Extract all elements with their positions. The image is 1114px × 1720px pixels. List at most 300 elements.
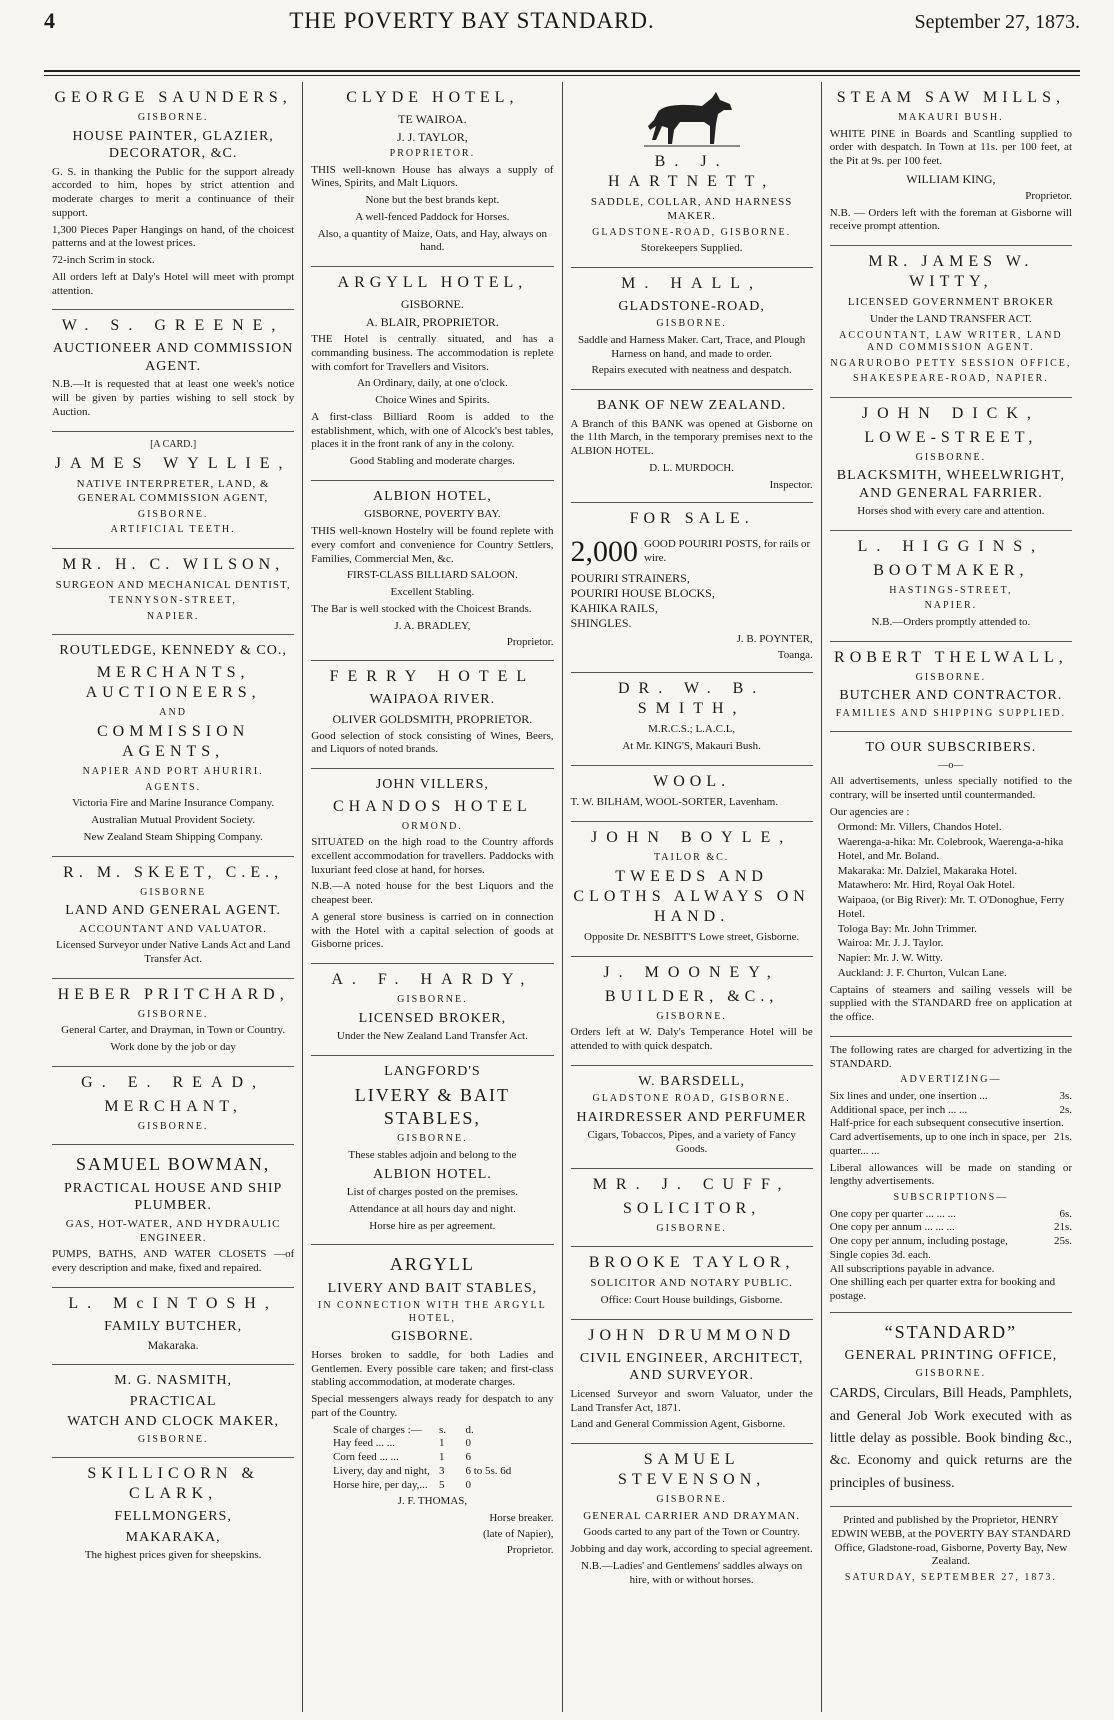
ad-body: WHITE PINE in Boards and Scantling supplied to order with despatch. In Town at 11s. per 100 feet, at the Pit at 9s. per 100 feet. [829, 127, 1072, 167]
ad-body: Office: Court House buildings, Gisborne. [600, 1294, 783, 1306]
imprint-date: SATURDAY, SEPTEMBER 27, 1873. [844, 1572, 1057, 1584]
rate-row [830, 1221, 1072, 1235]
ad-role: Inspector. [769, 478, 813, 491]
notice-body: All advertisements, unless specially notified to the contrary, will be inserted until countermanded. [829, 775, 1072, 801]
ad-trade: LIVERY & BAIT STABLES, [354, 1085, 511, 1128]
ad-place: GLADSTONE ROAD, GISBORNE. [592, 1093, 791, 1105]
rate-item: One copy per quarter ... ... ... [829, 1207, 956, 1220]
ad-place: GISBORNE. [137, 508, 209, 520]
ad-place: GISBORNE [140, 886, 207, 898]
ad-heading: G. E. READ, [81, 1073, 266, 1091]
ad-role: Proprietor. [506, 1543, 554, 1556]
agencies-label: Our agencies are : [829, 805, 910, 818]
ad-line: COMMISSION AGENTS, [97, 723, 250, 761]
ad-place: GLADSTONE-ROAD, GISBORNE. [592, 226, 792, 238]
ad-body: N.B.—Orders promptly attended to. [871, 615, 1031, 628]
ad-trade: LICENSED BROKER, [358, 1010, 507, 1026]
ad-body: FAMILIES AND SHIPPING SUPPLIED. [835, 707, 1066, 719]
charge-s: 1 [438, 1451, 445, 1463]
ad-trade: GENERAL PRINTING OFFICE, [844, 1348, 1058, 1364]
ad-heading: ARGYLL HOTEL, [337, 274, 528, 291]
ad-place: GISBORNE. [656, 1494, 727, 1505]
charges-d-header: d. [465, 1423, 474, 1436]
ad-ferry-hotel [311, 661, 553, 769]
ad-steam-saw-mills [830, 82, 1072, 246]
charge-item: Hay feed ... ... [333, 1437, 396, 1450]
ad-body: Goods carted to any part of the Town or Country. [583, 1526, 800, 1539]
ad-trade: FELLMONGERS, [114, 1509, 232, 1525]
list-item: Wairoa: Mr. J. J. Taylor. [837, 937, 944, 950]
ad-line: A well-fenced Paddock for Horses. [355, 210, 510, 223]
ad-heading: GEORGE SAUNDERS, [54, 89, 292, 106]
column-1 [44, 82, 303, 1712]
rate-row [830, 1090, 1072, 1104]
ad-trade: BOOTMAKER, [873, 561, 1029, 579]
ad-owner: J. A. BRADLEY, [394, 619, 471, 632]
ad-agent: Australian Mutual Provident Society. [91, 814, 255, 826]
ad-owner: A. BLAIR, PROPRIETOR. [365, 315, 499, 329]
ad-place: GISBORNE. [400, 297, 464, 311]
ad-body: 1,300 Pieces Paper Hangings on hand, of the choicest patterns and at the lowest prices. [52, 223, 295, 250]
ad-skillicorn [52, 1458, 294, 1574]
ad-body: N.B.—Ladies' and Gentlemens' saddles always on hire, with or without horses. [581, 1559, 803, 1586]
ad-thelwall [830, 642, 1072, 733]
ad-stevenson [571, 1444, 813, 1598]
ad-trade: LICENSED GOVERNMENT BROKER [847, 296, 1054, 308]
ad-line: Choice Wines and Spirits. [375, 394, 490, 406]
ad-heading: SAMUEL BOWMAN, [75, 1154, 271, 1175]
ad-body: All orders left at Daly's Hotel will meet with prompt attention. [52, 270, 295, 297]
rates-note: All subscriptions payable in advance. [829, 1262, 995, 1275]
ad-place: GISBORNE. [915, 451, 987, 463]
ad-owner: OLIVER GOLDSMITH, PROPRIETOR. [332, 711, 533, 726]
ad-place: NAPIER. [924, 600, 978, 612]
ad-place: GISBORNE. [391, 1329, 474, 1345]
sale-list-item: SHINGLES. [570, 615, 632, 630]
ad-place: ORMOND. [401, 820, 463, 832]
rates-note: One shilling each per quarter extra for booking and postage. [829, 1276, 1056, 1302]
list-item: Tologa Bay: Mr. John Trimmer. [837, 922, 977, 935]
ad-boyle [571, 822, 813, 957]
ad-trade: HOUSE PAINTER, GLAZIER, DECORATOR, &C. [72, 128, 274, 161]
ad-body: SITUATED on the high road to the Country affords excellent accommodation for travellers. Paddocks with luxuriant feed close at hand, for horses. [311, 836, 554, 876]
ad-trade: ACCOUNTANT, LAW WRITER, LAND AND COMMISSION AGENT. [839, 329, 1063, 353]
ad-body: A Branch of this BANK was opened at Gisborne on the 11th March, in the temporary premises next to the ALBION HOTEL. [570, 417, 813, 457]
ad-line: FIRST-CLASS BILLIARD SALOON. [346, 569, 518, 582]
ad-heading: BANK OF NEW ZEALAND. [596, 398, 787, 413]
ad-heading: L. McINTOSH, [68, 1294, 278, 1312]
ad-body: Good selection of stock consisting of Wines, Beers, and Liquors of noted brands. [311, 729, 554, 756]
ad-place: NAPIER AND PORT AHURIRI. [82, 766, 264, 778]
ad-place: GISBORNE. [137, 1433, 209, 1445]
subscriptions-heading: SUBSCRIPTIONS— [893, 1192, 1009, 1203]
ad-trade: TAILOR &C. [653, 851, 730, 863]
sale-list-item: POURIRI STRAINERS, [570, 570, 690, 585]
ad-place: GISBORNE. [656, 1222, 727, 1234]
ad-heading: JAMES WYLLIE, [54, 455, 292, 472]
list-item: Waipaoa, (or Big River): Mr. T. O'Donoghue, Ferry Hotel. [837, 894, 1065, 920]
masthead [44, 8, 1080, 70]
ad-trade: BUILDER, &C., [604, 987, 779, 1005]
ad-saunders [52, 82, 294, 310]
ad-place: GISBORNE, POVERTY BAY. [364, 508, 501, 521]
charge-d: 6 [465, 1451, 471, 1463]
rate-item: Half-price for each subsequent consecutive insertion. [829, 1117, 1064, 1130]
ad-owner: WILLIAM KING, [906, 171, 996, 186]
ad-langford [311, 1056, 553, 1246]
ad-body: Jobbing and day work, according to special agreement. [570, 1543, 813, 1555]
masthead-rule [44, 70, 1080, 76]
ad-line: Good Stabling and moderate charges. [349, 455, 515, 467]
ad-heading: SAMUEL STEVENSON, [617, 1451, 766, 1488]
ad-wool [571, 766, 813, 822]
ad-line: Also, a quantity of Maize, Oats, and Hay, always on hand. [317, 227, 548, 254]
rate-price: 6s. [1059, 1207, 1072, 1220]
ad-heading: J. MOONEY, [603, 963, 780, 981]
ad-printing-office [830, 1313, 1072, 1507]
ad-line: The Bar is well stocked with the Choicest Brands. [311, 602, 532, 615]
ad-role: Proprietor. [506, 636, 554, 649]
column-2 [303, 82, 562, 1712]
ad-heading: M. HALL, [621, 274, 763, 292]
ad-higgins [830, 531, 1072, 642]
list-item: Makaraka: Mr. Dalziel, Makaraka Hotel. [837, 864, 1018, 877]
ad-agent: Victoria Fire and Marine Insurance Company. [72, 797, 275, 810]
ad-line: Excellent Stabling. [390, 586, 475, 598]
ad-smith [571, 673, 813, 766]
ad-heading: JOHN BOYLE, [591, 828, 793, 846]
ad-wyllie [52, 432, 294, 549]
charges-s-header: s. [438, 1423, 447, 1436]
ad-heading: ALBION HOTEL, [372, 488, 492, 504]
charge-item: Livery, day and night, [333, 1464, 430, 1477]
ad-heading: JOHN DRUMMOND [588, 1326, 796, 1344]
ad-trade: PRACTICAL [129, 1393, 217, 1409]
ad-agent: New Zealand Steam Shipping Company. [83, 830, 263, 843]
ad-body: PUMPS, BATHS, AND WATER CLOSETS —of every description and make, fixed and repaired. [52, 1248, 295, 1274]
charge-s: 3 [438, 1464, 445, 1477]
ad-body: N.B.—It is requested that at least one week's notice will be given by parties wishing to sell stock by Auction. [52, 378, 295, 418]
ad-line: MERCHANTS, AUCTIONEERS, [85, 663, 261, 701]
ad-heading: ROBERT THELWALL, [834, 648, 1068, 666]
ad-place: GISBORNE. [397, 994, 468, 1005]
rate-item: One copy per annum, including postage, [829, 1235, 1008, 1247]
ad-hotel: ALBION HOTEL. [372, 1166, 492, 1182]
ad-albion-hotel [311, 481, 553, 661]
ad-heading: CHANDOS HOTEL [332, 797, 532, 815]
ad-body: Work done by the job or day [110, 1041, 236, 1053]
ad-body: G. S. in thanking the Public for the support already accorded to him, hopes by strict attention and moderate charges to merit a continuance of their support. [52, 165, 295, 219]
rate-row [830, 1104, 1072, 1118]
charges-table [333, 1424, 532, 1493]
page-number: 4 [44, 8, 55, 33]
ad-body: N.B.—A noted house for the best Liquors and the cheapest beer. [311, 880, 554, 906]
ad-trade: SOLICITOR AND NOTARY PUBLIC. [590, 1277, 793, 1290]
ad-place: TE WAIROA. [398, 112, 467, 126]
ad-heading: MR. H. C. WILSON, [62, 555, 285, 573]
ad-line: (late of Napier), [482, 1527, 554, 1540]
ad-place: GISBORNE. [656, 318, 727, 330]
charge-d: 0 [465, 1478, 471, 1491]
ad-line: List of charges posted on the premises. [346, 1186, 518, 1198]
ad-body: Land and General Commission Agent, Gisborne. [570, 1418, 786, 1431]
ad-body: THIS well-known House has always a supply of Wines, Spirits, and Malt Liquors. [311, 163, 554, 190]
ad-street: TENNYSON-STREET, [109, 595, 237, 607]
charge-item: Horse hire, per day,... [333, 1478, 428, 1491]
notice-subscribers [830, 732, 1072, 1037]
ad-for-sale [571, 503, 813, 673]
ad-trade: HAIRDRESSER AND PERFUMER [576, 1109, 807, 1125]
charge-d: 6 to 5s. 6d [465, 1464, 512, 1477]
rates-intro: The following rates are charged for advertizing in the STANDARD. [829, 1043, 1072, 1070]
ad-heading: FERRY HOTEL [329, 668, 536, 685]
ad-heading: FOR SALE. [629, 510, 754, 528]
agencies-list [838, 821, 1072, 980]
imprint [830, 1507, 1072, 1596]
notice-separator: —o— [938, 759, 964, 771]
ad-heading: HEBER PRITCHARD, [57, 985, 289, 1003]
ad-pritchard [52, 979, 294, 1067]
ad-line: Attendance at all hours day and night. [348, 1202, 516, 1215]
ad-trade: SOLICITOR, [622, 1199, 761, 1217]
ad-street: HASTINGS-STREET, [889, 584, 1013, 596]
sale-list-item: POURIRI HOUSE BLOCKS, [570, 585, 715, 600]
ad-place: MAKARAKA, [125, 1529, 221, 1545]
ad-mcintosh [52, 1288, 294, 1366]
ad-trade: LIVERY AND BAIT STABLES, [327, 1280, 538, 1296]
charge-s: 5 [438, 1478, 445, 1491]
ad-trade: MERCHANT, [104, 1097, 242, 1115]
ad-heading: DR. W. B. SMITH, [618, 680, 766, 718]
ad-body: A general store business is carried on in connection with the Hotel with a capital selection of goods at Gisborne prices. [311, 910, 554, 951]
ad-trade: GENERAL CARRIER AND DRAYMAN. [583, 1509, 800, 1522]
ad-argyll-hotel [311, 267, 553, 481]
ad-body: Licensed Surveyor under Native Lands Act and Land Transfer Act. [55, 939, 291, 965]
ad-body: Horses broken to saddle, for both Ladies and Gentlemen. Every possible care taken; and first-class stabling accommodation, at moderate charges. [311, 1348, 554, 1389]
rate-item: Additional space, per inch ... ... [829, 1103, 968, 1116]
ad-place: GISBORNE. [656, 1010, 727, 1022]
ad-trade: ACCOUNTANT AND VALUATOR. [79, 922, 267, 935]
ad-line: A first-class Billiard Room is added to the establishment, which, with one of Alcock's best tables, places it in the front rank of any in the colony. [311, 410, 554, 451]
ad-trade: GAS, HOT-WATER, AND HYDRAULIC ENGINEER. [65, 1217, 281, 1244]
ad-dick [830, 398, 1072, 531]
ad-office: NGARUROBO PETTY SESSION OFFICE, [830, 357, 1072, 369]
newspaper-title: THE POVERTY BAY STANDARD. [289, 8, 655, 33]
rates-note: Liberal allowances will be made on standing or lengthy advertisements. [829, 1161, 1072, 1188]
ad-heading: “STANDARD” [884, 1321, 1018, 1342]
ad-chandos-hotel [311, 769, 553, 964]
ad-hartnett [571, 82, 813, 268]
advertising-rates [830, 1037, 1072, 1313]
ad-heading: WOOL. [653, 772, 731, 790]
ad-connection: IN CONNECTION WITH THE ARGYLL HOTEL, [318, 1300, 547, 1324]
ad-drummond [571, 1320, 813, 1444]
list-item: Waerenga-a-hika: Mr. Colebrook, Waerenga-a-hika Hotel, and Mr. Boland. [837, 836, 1064, 862]
ad-heading: BROOKE TAYLOR, [588, 1254, 795, 1272]
ad-trade: FAMILY BUTCHER, [104, 1318, 243, 1334]
horse-icon [644, 90, 740, 148]
rate-item: Six lines and under, one insertion ... [829, 1089, 988, 1102]
ad-greene [52, 310, 294, 431]
ad-wilson [52, 549, 294, 636]
ad-mooney [571, 957, 813, 1066]
rate-item: Card advertisements, up to one inch in space, per quarter... ... [829, 1131, 1047, 1157]
ad-extra: ARTIFICIAL TEETH. [110, 524, 236, 535]
ad-place: GISBORNE. [397, 1133, 468, 1145]
ad-body: Special messengers always ready for despatch to any part of the Country. [311, 1393, 554, 1419]
columns [44, 82, 1080, 1712]
rate-row [830, 1235, 1072, 1249]
ad-body: THIS well-known Hostelry will be found replete with every comfort and convenience for Country Settlers, Families, Commercial Men, &c. [311, 525, 554, 565]
ad-street: LOWE-STREET, [864, 428, 1038, 446]
ad-owner: JOHN VILLERS, [375, 777, 489, 792]
ad-heading: A. F. HARDY, [331, 971, 534, 988]
ad-heading: ROUTLEDGE, KENNEDY & CO., [59, 643, 287, 659]
ad-card-label: [A CARD.] [150, 438, 197, 450]
ad-nasmith [52, 1365, 294, 1458]
list-item: Auckland: J. F. Churton, Vulcan Lane. [837, 966, 1007, 979]
charges-scale-label: Scale of charges :— [333, 1423, 422, 1436]
ad-trade: WATCH AND CLOCK MAKER, [67, 1414, 280, 1430]
ad-trade: NATIVE INTERPRETER, LAND, & GENERAL COMMISSION AGENT, [76, 478, 270, 504]
rate-item: One copy per annum ... ... ... [829, 1221, 955, 1234]
ad-brooke-taylor [571, 1247, 813, 1320]
ad-hall [571, 268, 813, 390]
ad-place: Toanga. [777, 648, 813, 661]
ad-place: MAKAURI BUSH. [898, 112, 1004, 123]
rate-price: 3s. [1059, 1089, 1072, 1102]
list-item: Matawhero: Mr. Hird, Royal Oak Hotel. [837, 879, 1015, 892]
ad-body: Licensed Surveyor and sworn Valuator, under the Land Transfer Act, 1871. [570, 1387, 813, 1414]
ad-body: Horses shod with every care and attention. [857, 505, 1045, 517]
ad-trade: CIVIL ENGINEER, ARCHITECT, AND SURVEYOR. [579, 1350, 804, 1384]
ad-trade: TWEEDS AND CLOTHS ALWAYS ON HAND. [573, 868, 810, 925]
charge-item: Corn feed ... ... [333, 1451, 399, 1463]
ad-body: Orders left at W. Daly's Temperance Hotel will be attended to with quick despatch. [570, 1026, 813, 1052]
column-3 [563, 82, 822, 1712]
ad-routledge [52, 635, 294, 856]
ad-heading: W. S. GREENE, [61, 317, 285, 335]
ad-place: WAIPAOA RIVER. [369, 692, 496, 707]
ad-and: AND [159, 706, 187, 718]
rate-price: 21s. [1053, 1221, 1072, 1234]
ad-agents-label: AGENTS. [145, 781, 202, 793]
ad-place: GISBORNE. [137, 1120, 209, 1132]
ad-line: Horse hire as per agreement. [369, 1219, 496, 1232]
rate-price: 2s. [1059, 1103, 1072, 1116]
ad-place: Makaraka. [147, 1338, 199, 1353]
notice-heading: TO OUR SUBSCRIBERS. [865, 740, 1037, 755]
ad-heading: CLYDE HOTEL, [346, 89, 519, 106]
ad-clyde-hotel [311, 82, 553, 267]
ad-body: 72-inch Scrim in stock. [52, 254, 155, 266]
ad-heading: MR. JAMES W. WITTY, [868, 253, 1034, 290]
rate-price: 25s. [1053, 1235, 1072, 1247]
ad-place: At Mr. KING'S, Makauri Bush. [622, 740, 761, 752]
ad-trade: AUCTIONEER AND COMMISSION AGENT. [52, 341, 294, 374]
ad-act: Under the LAND TRANSFER ACT. [869, 312, 1032, 325]
ad-heading: M. G. NASMITH, [114, 1373, 233, 1389]
ad-qualifications: M.R.C.S.; L.A.C.L, [648, 723, 736, 736]
rate-row [830, 1208, 1072, 1222]
ad-body: General Carter, and Drayman, in Town or Country. [61, 1024, 286, 1037]
rates-note: Single copies 3d. each. [829, 1248, 931, 1261]
ad-line: An Ordinary, daily, at one o'clock. [356, 377, 508, 390]
ad-role: PROPRIETOR. [389, 148, 476, 159]
ad-barsdell [571, 1066, 813, 1169]
ad-body: CARDS, Circulars, Bill Heads, Pamphlets, and General Job Work executed with as little delay as possible. Book binding &c., &c. Economy and quick returns are the principles of business. [829, 1386, 1072, 1491]
ad-bank [571, 390, 813, 503]
ad-place: GISBORNE. [137, 1008, 209, 1020]
ad-body: Storekeepers Supplied. [640, 242, 743, 254]
ad-place: GISBORNE. [915, 671, 987, 683]
ad-place: NAPIER. [146, 610, 200, 622]
list-item: Napier: Mr. J. W. Witty. [837, 952, 943, 964]
ad-heading: STEAM SAW MILLS, [836, 89, 1065, 106]
ad-body: N.B. — Orders left with the foreman at Gisborne will receive prompt attention. [829, 206, 1072, 233]
ad-trade: BUTCHER AND CONTRACTOR. [839, 688, 1063, 703]
rate-row [830, 1131, 1072, 1159]
ad-line: None but the best brands kept. [365, 194, 500, 206]
ad-place: GISBORNE. [915, 1367, 987, 1379]
ad-heading: MR. J. CUFF, [592, 1175, 791, 1193]
ad-bowman [52, 1145, 294, 1288]
column-4 [822, 82, 1080, 1712]
rate-row [830, 1117, 1072, 1131]
ad-heading: R. M. SKEET, C.E., [63, 863, 284, 881]
ad-heading: JOHN DICK, [861, 404, 1040, 422]
ad-owner: D. L. MURDOCH. [649, 461, 734, 474]
ad-heading: LANGFORD'S [384, 1063, 481, 1079]
ad-body: Opposite Dr. NESBITT'S Lowe street, Gisborne. [584, 931, 800, 943]
ad-body: Saddle and Harness Maker. Cart, Trace, and Plough Harness on hand, and made to order. [577, 333, 806, 360]
ad-owner: J. F. THOMAS, [397, 1495, 468, 1508]
ad-body: Under the New Zealand Land Transfer Act. [336, 1030, 528, 1042]
ad-trade: SADDLE, COLLAR, AND HARNESS MAKER. [590, 196, 793, 222]
ad-heading: L. HIGGINS, [857, 537, 1045, 555]
ad-read [52, 1067, 294, 1146]
ad-trade: BLACKSMITH, WHEELWRIGHT, AND GENERAL FARRIER. [836, 468, 1065, 501]
ad-cuff [571, 1169, 813, 1248]
ad-body: These stables adjoin and belong to the [348, 1148, 517, 1161]
sale-quantity: 2,000 [570, 535, 638, 569]
ad-hardy [311, 964, 553, 1056]
ad-road: GLADSTONE-ROAD, [618, 298, 765, 314]
list-item: Ormond: Mr. Villers, Chandos Hotel. [837, 821, 1002, 834]
ad-trade: PRACTICAL HOUSE AND SHIP PLUMBER. [63, 1180, 283, 1214]
ad-body: THE Hotel is centrally situated, and has a commanding business. The accommodation is replete with comfort for Travellers and Visitors. [311, 333, 554, 373]
ad-place: GISBORNE. [137, 112, 209, 123]
rate-price: 21s. [1053, 1131, 1072, 1143]
ad-owner: J. J. TAYLOR, [397, 130, 468, 144]
ad-line: Horse breaker. [489, 1512, 554, 1524]
ad-body: Cigars, Tobaccos, Pipes, and a variety of Fancy Goods. [587, 1129, 796, 1155]
ad-body: T. W. BILHAM, WOOL-SORTER, Lavenham. [570, 795, 779, 808]
ad-heading: SKILLICORN & CLARK, [87, 1465, 259, 1503]
sale-item: GOOD POURIRI POSTS, for rails or wire. [644, 538, 811, 564]
ad-trade: SURGEON AND MECHANICAL DENTIST, [55, 578, 291, 591]
ad-owner: J. B. POYNTER, [736, 632, 813, 645]
ad-place: SHAKESPEARE-ROAD, NAPIER. [852, 373, 1049, 384]
sale-list-item: KAHIKA RAILS, [570, 600, 658, 615]
ad-role: Proprietor. [1025, 189, 1072, 202]
ad-argyll-stables [311, 1245, 553, 1567]
ad-heading: W. BARSDELL, [638, 1073, 746, 1089]
ad-heading: B. J. HARTNETT, [607, 153, 776, 190]
ad-trade: LAND AND GENERAL AGENT. [65, 903, 282, 918]
charge-d: 0 [465, 1437, 471, 1450]
ad-witty [830, 246, 1072, 398]
